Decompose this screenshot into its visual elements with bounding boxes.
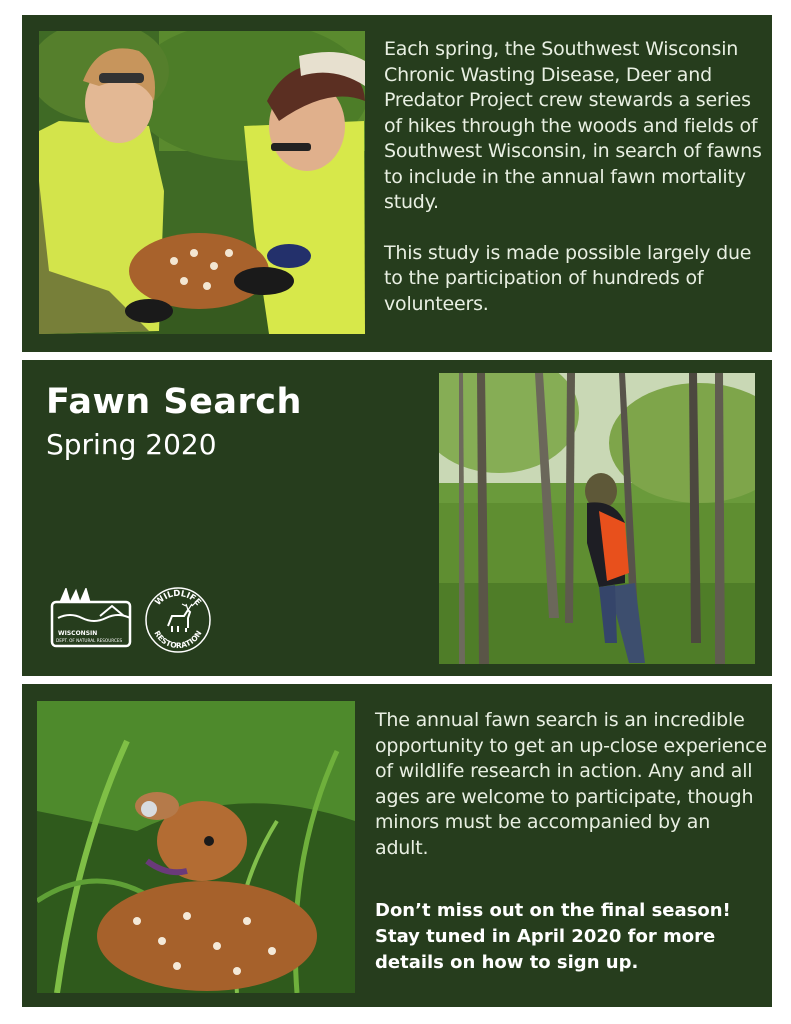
researchers-with-fawn-photo <box>39 31 365 334</box>
intro-paragraph-2: This study is made possible largely due to the participation of hundreds of volunteers. <box>384 241 752 315</box>
intro-paragraph-1: Each spring, the Southwest Wisconsin Chronic Wasting Disease, Deer and Predator Project crew stewards a series of hikes through the woods and fields of Southwest Wisconsin, in search of fawns to include in the annual fawn mortality study. <box>384 38 762 213</box>
intro-text <box>384 37 762 317</box>
dnr-logo-line2: DEPT. OF NATURAL RESOURCES <box>56 638 123 643</box>
wr-logo-bottom: RESTORATION <box>152 629 204 651</box>
wr-logo-top: WILDLIFE <box>153 588 203 608</box>
intro-panel <box>22 15 772 352</box>
details-text: The annual fawn search is an incredible opportunity to get an up-close experience of wildlife research in action. Any and all ages are welcome to participate, though minors must be accompanied by an adult. <box>375 709 767 859</box>
details-panel <box>22 684 772 1007</box>
page-title: Fawn Search <box>46 382 302 422</box>
wildlife-restoration-logo <box>144 586 212 654</box>
title-panel <box>22 360 772 676</box>
svg-text:WILDLIFE <box>153 589 203 608</box>
volunteer-in-woods-photo <box>439 373 755 664</box>
wisconsin-dnr-logo <box>50 588 132 652</box>
fawn-in-grass-photo <box>37 701 355 993</box>
call-to-action <box>375 898 765 976</box>
cta-line-1: Don’t miss out on the final season! <box>375 900 731 921</box>
page-subtitle: Spring 2020 <box>46 428 217 461</box>
dnr-logo-line1: WISCONSIN <box>58 630 98 637</box>
cta-line-2: Stay tuned in April 2020 for more details on how to sign up. <box>375 926 716 973</box>
